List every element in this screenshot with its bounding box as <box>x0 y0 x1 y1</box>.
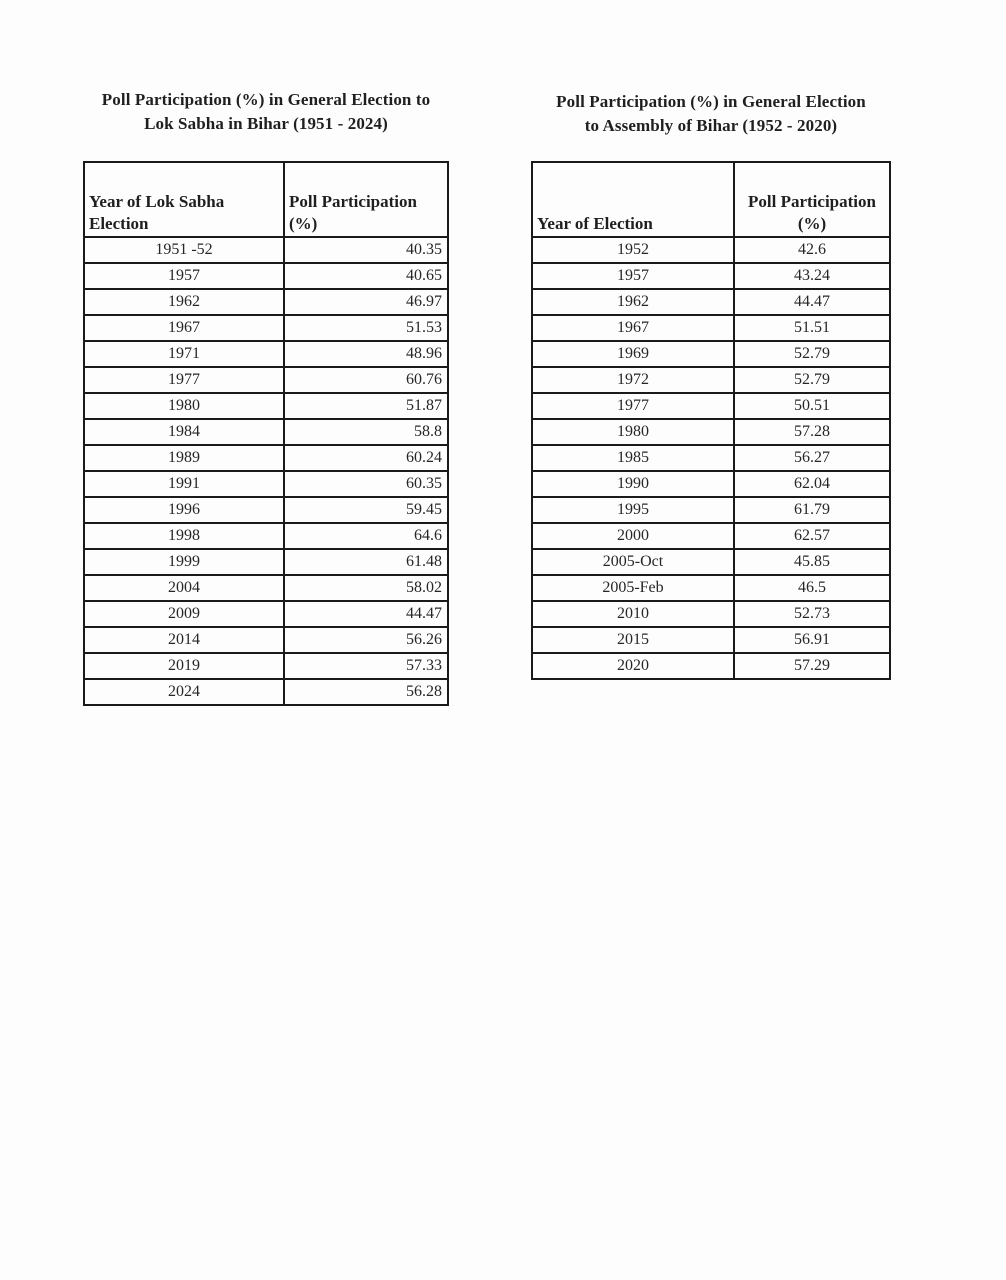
table-row <box>532 289 890 315</box>
participation-cell: 61.48 <box>284 549 448 575</box>
participation-cell: 48.96 <box>284 341 448 367</box>
year-cell: 1990 <box>532 471 734 497</box>
participation-cell: 52.79 <box>734 367 890 393</box>
participation-cell: 52.73 <box>734 601 890 627</box>
table-row <box>532 601 890 627</box>
year-cell: 1969 <box>532 341 734 367</box>
participation-cell: 51.53 <box>284 315 448 341</box>
year-cell: 1996 <box>84 497 284 523</box>
year-cell: 1995 <box>532 497 734 523</box>
year-cell: 1989 <box>84 445 284 471</box>
table-row <box>532 549 890 575</box>
lok-sabha-table <box>83 161 449 706</box>
lok-sabha-header-row <box>84 162 448 237</box>
participation-cell: 64.6 <box>284 523 448 549</box>
table-row <box>84 237 448 263</box>
table-row <box>532 653 890 679</box>
participation-cell: 56.26 <box>284 627 448 653</box>
participation-cell: 44.47 <box>284 601 448 627</box>
year-cell: 1951 -52 <box>84 237 284 263</box>
table-row <box>84 627 448 653</box>
year-cell: 1957 <box>84 263 284 289</box>
participation-cell: 42.6 <box>734 237 890 263</box>
table-row <box>84 315 448 341</box>
table-row <box>84 263 448 289</box>
table-row <box>532 445 890 471</box>
year-cell: 1984 <box>84 419 284 445</box>
table-row <box>532 497 890 523</box>
year-cell: 1980 <box>84 393 284 419</box>
year-cell: 2004 <box>84 575 284 601</box>
participation-cell: 60.35 <box>284 471 448 497</box>
participation-cell: 45.85 <box>734 549 890 575</box>
table-row <box>532 367 890 393</box>
table-row <box>532 627 890 653</box>
lok-sabha-year-header: Year of Lok Sabha Election <box>84 162 284 237</box>
table-row <box>532 237 890 263</box>
table-row <box>84 419 448 445</box>
participation-cell: 57.33 <box>284 653 448 679</box>
table-row <box>532 575 890 601</box>
participation-cell: 62.57 <box>734 523 890 549</box>
assembly-table-block <box>531 90 891 680</box>
table-row <box>84 367 448 393</box>
participation-cell: 52.79 <box>734 341 890 367</box>
year-cell: 1952 <box>532 237 734 263</box>
year-cell: 2015 <box>532 627 734 653</box>
participation-cell: 50.51 <box>734 393 890 419</box>
participation-cell: 62.04 <box>734 471 890 497</box>
lok-sabha-participation-header: Poll Participation (%) <box>284 162 448 237</box>
assembly-header-row <box>532 162 890 237</box>
year-cell: 1972 <box>532 367 734 393</box>
year-cell: 1998 <box>84 523 284 549</box>
year-cell: 1962 <box>532 289 734 315</box>
table-row <box>532 523 890 549</box>
year-cell: 1999 <box>84 549 284 575</box>
assembly-table-title <box>531 90 891 138</box>
table-row <box>84 601 448 627</box>
participation-cell: 43.24 <box>734 263 890 289</box>
participation-cell: 51.51 <box>734 315 890 341</box>
participation-cell: 57.29 <box>734 653 890 679</box>
table-row <box>532 419 890 445</box>
year-cell: 1971 <box>84 341 284 367</box>
participation-cell: 57.28 <box>734 419 890 445</box>
assembly-participation-header: Poll Participation (%) <box>734 162 890 237</box>
participation-cell: 56.27 <box>734 445 890 471</box>
year-cell: 2010 <box>532 601 734 627</box>
assembly-title-line2: to Assembly of Bihar (1952 - 2020) <box>584 116 838 135</box>
year-cell: 2009 <box>84 601 284 627</box>
lok-sabha-title-line1: Poll Participation (%) in General Election to <box>101 90 431 109</box>
assembly-year-header: Year of Election <box>532 162 734 237</box>
year-cell: 2019 <box>84 653 284 679</box>
lok-sabha-table-title <box>83 88 449 136</box>
year-cell: 1977 <box>532 393 734 419</box>
year-cell: 2005-Feb <box>532 575 734 601</box>
year-cell: 1985 <box>532 445 734 471</box>
table-row <box>84 549 448 575</box>
participation-cell: 61.79 <box>734 497 890 523</box>
table-row <box>532 315 890 341</box>
participation-cell: 56.91 <box>734 627 890 653</box>
participation-cell: 60.24 <box>284 445 448 471</box>
year-cell: 2000 <box>532 523 734 549</box>
assembly-title-line1: Poll Participation (%) in General Election <box>556 92 866 111</box>
lok-sabha-title-line2: Lok Sabha in Bihar (1951 - 2024) <box>144 114 388 133</box>
year-cell: 2005-Oct <box>532 549 734 575</box>
table-row <box>532 263 890 289</box>
year-cell: 1957 <box>532 263 734 289</box>
year-cell: 1977 <box>84 367 284 393</box>
participation-cell: 60.76 <box>284 367 448 393</box>
participation-cell: 46.5 <box>734 575 890 601</box>
table-row <box>84 523 448 549</box>
year-cell: 1991 <box>84 471 284 497</box>
year-cell: 2014 <box>84 627 284 653</box>
assembly-table <box>531 161 891 680</box>
year-cell: 2024 <box>84 679 284 705</box>
participation-cell: 40.35 <box>284 237 448 263</box>
year-cell: 1967 <box>532 315 734 341</box>
participation-cell: 46.97 <box>284 289 448 315</box>
table-row <box>84 575 448 601</box>
year-cell: 1980 <box>532 419 734 445</box>
year-cell: 1967 <box>84 315 284 341</box>
table-row <box>84 653 448 679</box>
year-cell: 1962 <box>84 289 284 315</box>
participation-cell: 51.87 <box>284 393 448 419</box>
table-row <box>532 393 890 419</box>
table-row <box>84 445 448 471</box>
table-row <box>84 497 448 523</box>
participation-cell: 40.65 <box>284 263 448 289</box>
table-row <box>84 341 448 367</box>
table-row <box>532 471 890 497</box>
participation-cell: 56.28 <box>284 679 448 705</box>
year-cell: 2020 <box>532 653 734 679</box>
participation-cell: 58.8 <box>284 419 448 445</box>
table-row <box>84 289 448 315</box>
lok-sabha-table-block <box>83 88 449 706</box>
participation-cell: 44.47 <box>734 289 890 315</box>
table-row <box>84 393 448 419</box>
table-row <box>532 341 890 367</box>
participation-cell: 58.02 <box>284 575 448 601</box>
table-row <box>84 679 448 705</box>
table-row <box>84 471 448 497</box>
participation-cell: 59.45 <box>284 497 448 523</box>
